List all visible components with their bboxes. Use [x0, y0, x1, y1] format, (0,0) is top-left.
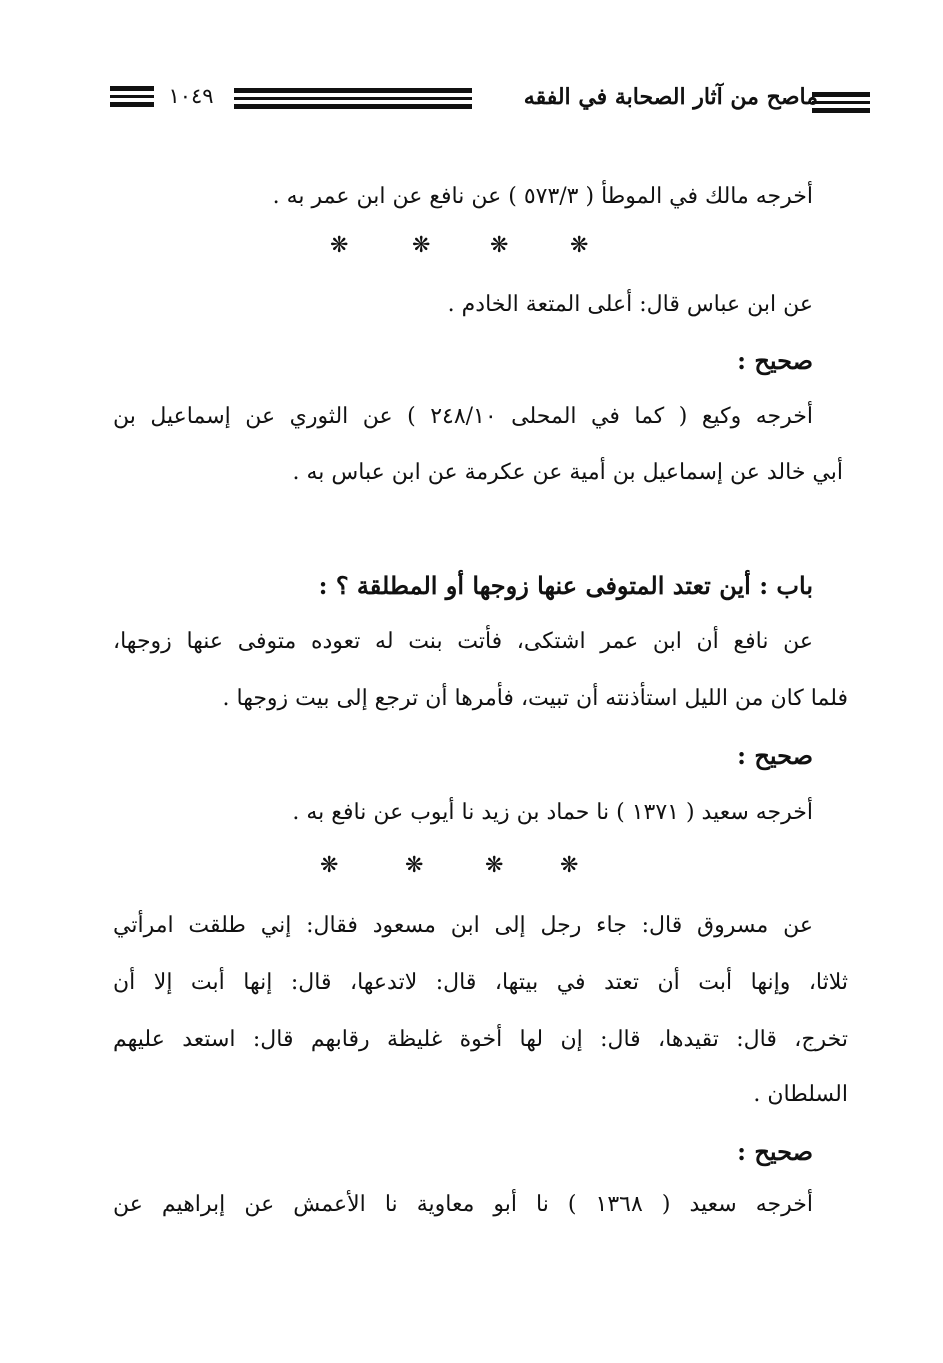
running-title: ماصح من آثار الصحابة في الفقه: [523, 84, 818, 110]
verdict-label: صحيح :: [737, 1137, 813, 1166]
text-line: السلطان .: [753, 1082, 848, 1107]
header-rule-right-mid: [812, 101, 870, 104]
text-line: أخرجه سعيد ( ١٣٦٨ ) نا أبو معاوية نا الأعمش عن إبراهيم عن: [113, 1192, 814, 1217]
verdict-label: صحيح :: [737, 741, 813, 770]
text-line: عن نافع أن ابن عمر اشتكى، فأتت بنت له تعوده متوفى عنها زوجها،: [113, 629, 813, 654]
text-line: تخرج، قال: تقيدها، قال: إن لها أخوة غليظة رقابهم قال: استعد عليهم: [113, 1027, 848, 1052]
text-line: أخرجه مالك في الموطأ ( ٥٧٣/٣ ) عن نافع عن ابن عمر به .: [272, 184, 813, 209]
star-icon: ❋: [412, 233, 431, 258]
header-rule-left-bottom: [110, 102, 154, 107]
verdict-label: صحيح :: [737, 346, 813, 375]
header-rule-left-top: [110, 86, 154, 91]
header-rule-middle-top: [234, 88, 472, 93]
text-line: عن مسروق قال: جاء رجل إلى ابن مسعود فقال: إني طلقت امرأتي: [113, 913, 813, 938]
star-icon: ❋: [330, 233, 349, 258]
page-header: [0, 0, 943, 140]
separator-stars: [330, 231, 600, 261]
header-rule-middle-bottom: [234, 104, 472, 109]
star-icon: ❋: [320, 853, 339, 878]
star-icon: ❋: [570, 233, 589, 258]
star-icon: ❋: [490, 233, 509, 258]
header-rule-right-top: [812, 92, 870, 97]
header-rule-right-bottom: [812, 108, 870, 113]
star-icon: ❋: [405, 853, 424, 878]
section-heading: باب : أين تعتد المتوفى عنها زوجها أو المطلقة ؟ :: [318, 571, 813, 600]
text-line: ثلاثا، وإنها أبت أن تعتد في بيتها، قال: لاتدعها، قال: إنها أبت إلا أن: [113, 970, 848, 995]
text-line: فلما كان من الليل استأذنته أن تبيت، فأمرها أن ترجع إلى بيت زوجها .: [222, 686, 848, 711]
header-rule-left-mid: [110, 95, 154, 98]
star-icon: ❋: [560, 853, 579, 878]
text-line: أبي خالد عن إسماعيل بن أمية عن عكرمة عن ابن عباس به .: [292, 460, 843, 485]
header-rule-middle-mid: [234, 97, 472, 100]
text-line: أخرجه وكيع ( كما في المحلى ٢٤٨/١٠ ) عن الثوري عن إسماعيل بن: [113, 404, 813, 429]
text-line: عن ابن عباس قال: أعلى المتعة الخادم .: [447, 292, 813, 317]
page-number: ١٠٤٩: [168, 84, 214, 108]
star-icon: ❋: [485, 853, 504, 878]
separator-stars: [320, 851, 590, 881]
text-line: أخرجه سعيد ( ١٣٧١ ) نا حماد بن زيد نا أيوب عن نافع به .: [292, 800, 813, 825]
